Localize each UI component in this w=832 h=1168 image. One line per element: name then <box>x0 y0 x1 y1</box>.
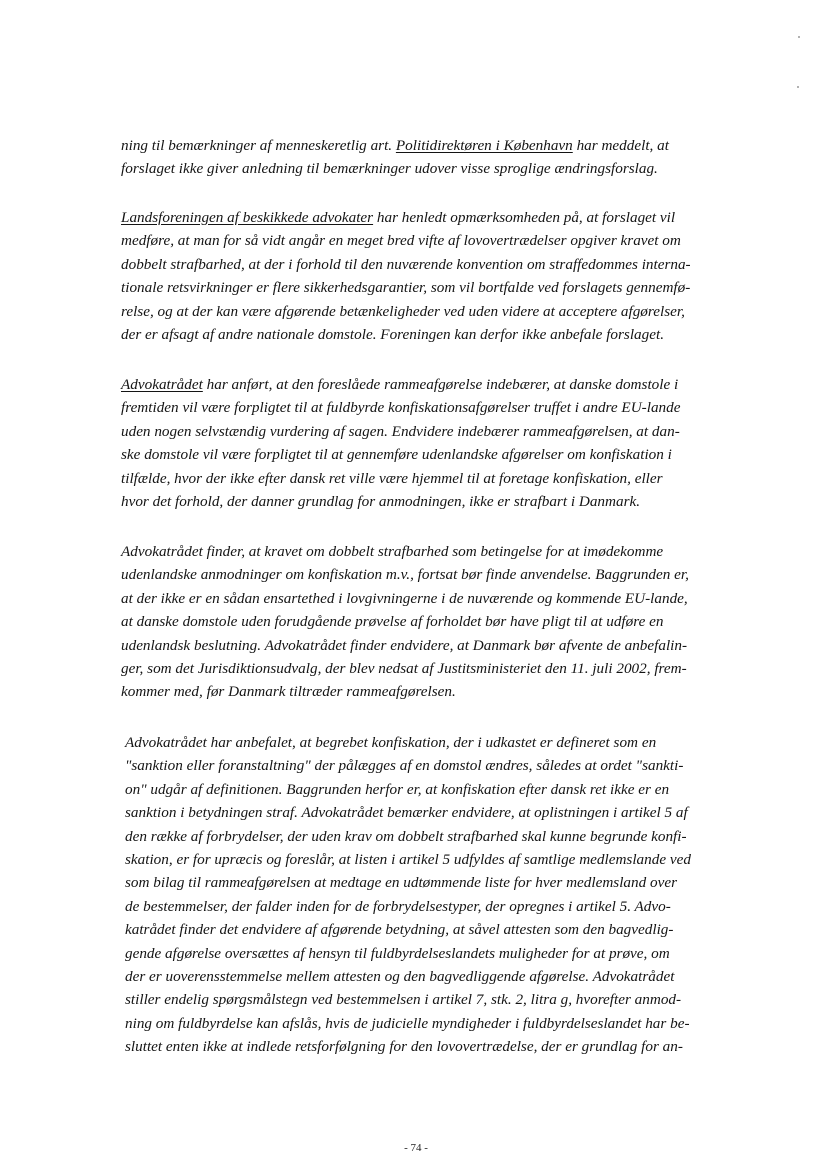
text-line <box>121 157 761 180</box>
text-run: katrådet finder det endvidere af afgørende betydning, at såvel attesten som den bagvedlig- <box>125 921 674 939</box>
paragraph-5 <box>125 731 765 1058</box>
text-run: forslaget ikke giver anledning til bemærkninger udover visse sproglige ændringsforslag. <box>121 160 658 178</box>
text-run: at der ikke er en sådan ensartethed i lovgivningerne i de nuværende og kommende EU-lande, <box>121 589 688 607</box>
text-run: gende afgørelse oversættes af hensyn til fuldbyrdelseslandets muligheder for at prøve, om <box>125 944 670 962</box>
text-run: ger, som det Jurisdiktionsudvalg, der blev nedsat af Justitsministeriet den 11. juli 2002, frem- <box>121 659 687 677</box>
paragraph-2 <box>121 206 761 346</box>
text-run: udenlandsk beslutning. Advokatrådet finder endvidere, at Danmark bør afvente de anbefalin- <box>121 636 688 654</box>
text-run: Advokatrådet finder, at kravet om dobbelt strafbarhed som betingelse for at imødekomme <box>121 543 664 560</box>
text-run: som bilag til rammeafgørelsen at medtage en udtømmende liste for hver medlemsland over <box>125 874 677 892</box>
text-run: fremtiden vil være forpligtet til at fuldbyrde konfiskationsafgørelser truffet i andre EU-lande <box>121 399 681 417</box>
text-line <box>121 276 761 299</box>
text-run: hvor det forhold, der danner grundlag for anmodningen, ikke er strafbart i Danmark. <box>121 492 641 510</box>
text-line <box>121 540 761 563</box>
text-line <box>125 825 765 848</box>
text-line <box>125 871 765 894</box>
text-run: uden nogen selvstændig vurdering af sagen. Endvidere indebærer rammeafgørelsen, at dan- <box>121 422 680 440</box>
text-run: dobbelt strafbarhed, at der i forhold til den nuværende konvention om straffedommes interna- <box>121 255 691 273</box>
text-line <box>125 731 765 754</box>
text-run: skation, er for upræcis og foreslår, at listen i artikel 5 udfyldes af samtlige medlemslande ved <box>125 850 691 868</box>
text-line <box>121 443 761 466</box>
text-run: udenlandske anmodninger om konfiskation m.v., fortsat bør finde anvendelse. Baggrunden er, <box>121 566 689 584</box>
text-line <box>121 396 761 419</box>
text-run: har henledt opmærksomheden på, at forslaget vil <box>373 209 676 226</box>
text-line <box>121 323 761 346</box>
text-run: sanktion i betydningen straf. Advokatrådet bemærker endvidere, at oplistningen i artikel 5 af <box>125 804 688 822</box>
paragraph-3 <box>121 373 761 513</box>
text-run: Advokatrådet har anbefalet, at begrebet konfiskation, der i udkastet er defineret som en <box>125 734 657 751</box>
text-run: de bestemmelser, der falder inden for de forbrydelsestyper, der opregnes i artikel 5. Advo- <box>125 897 671 915</box>
text-run: der er uoverensstemmelse mellem attesten og den bagvedliggende afgørelse. Advokatrådet <box>125 967 675 985</box>
text-run: ske domstole vil være forpligtet til at gennemføre udenlandske afgørelser om konfiskation i <box>121 446 672 464</box>
text-line <box>125 801 765 824</box>
text-run: ning til bemærkninger af menneskeretlig art. <box>121 137 396 154</box>
text-run: at danske domstole uden forudgående prøvelse af forholdet bør have pligt til at udføre en <box>121 613 664 631</box>
underlined-entity: Landsforeningen af beskikkede advokater <box>121 209 374 226</box>
text-run: tionale retsvirkninger er flere sikkerhedsgarantier, som vil bortfalde ved forslagets gennemfø- <box>121 279 691 297</box>
scan-speck <box>798 36 800 38</box>
text-line <box>125 895 765 918</box>
text-line <box>125 848 765 871</box>
text-line <box>121 420 761 443</box>
text-line <box>125 965 765 988</box>
text-line <box>121 229 761 252</box>
text-line <box>125 1035 765 1058</box>
text-line <box>121 373 761 396</box>
text-line <box>125 942 765 965</box>
underlined-entity: Advokatrådet <box>121 376 203 393</box>
text-line <box>121 587 761 610</box>
text-run: stiller endelig spørgsmålstegn ved bestemmelsen i artikel 7, stk. 2, litra g, hvorefter anmod- <box>125 991 682 1009</box>
text-line <box>121 253 761 276</box>
text-line <box>121 634 761 657</box>
text-line <box>121 563 761 586</box>
text-run: tilfælde, hvor der ikke efter dansk ret ville være hjemmel til at foretage konfiskation, eller <box>121 469 663 487</box>
text-line <box>121 300 761 323</box>
text-line <box>125 988 765 1011</box>
scan-speck <box>797 86 799 88</box>
text-run: relse, og at der kan være afgørende betænkeligheder ved uden videre at acceptere afgørelser, <box>121 302 685 320</box>
text-line <box>125 778 765 801</box>
text-line <box>125 1012 765 1035</box>
text-run: ning om fuldbyrdelse kan afslås, hvis de judicielle myndigheder i fuldbyrdelseslandet har be- <box>125 1014 690 1032</box>
underlined-entity: Politidirektøren i København <box>395 137 573 154</box>
text-run: on" udgår af definitionen. Baggrunden herfor er, at konfiskation efter dansk ret ikke er en <box>125 780 670 798</box>
text-line <box>121 134 761 157</box>
text-run: har anført, at den foreslåede rammeafgørelse indebærer, at danske domstole i <box>202 376 679 393</box>
text-run: der er afsagt af andre nationale domstole. Foreningen kan derfor ikke anbefale forslaget. <box>121 325 665 343</box>
text-line <box>121 610 761 633</box>
text-run: kommer med, før Danmark tiltræder rammeafgørelsen. <box>121 683 456 701</box>
text-run: den række af forbrydelser, der uden krav om dobbelt strafbarhed skal kunne begrunde konfi- <box>125 827 687 845</box>
page-number: - 74 - <box>404 1142 428 1154</box>
text-run: "sanktion eller foranstaltning" der pålægges af en domstol ændres, således at ordet "sankti- <box>125 757 684 775</box>
paragraph-1 <box>121 134 761 181</box>
text-line <box>121 657 761 680</box>
paragraph-4 <box>121 540 761 704</box>
text-run: har meddelt, at <box>572 137 669 154</box>
text-line <box>121 467 761 490</box>
text-line <box>125 918 765 941</box>
text-line <box>125 754 765 777</box>
text-line <box>121 206 761 229</box>
text-run: sluttet enten ikke at indlede retsforfølgning for den lovovertrædelse, der er grundlag for an- <box>125 1038 683 1056</box>
text-run: medføre, at man for så vidt angår en meget bred vifte af lovovertrædelser opgiver kravet om <box>121 232 681 250</box>
text-line <box>121 490 761 513</box>
text-line <box>121 680 761 703</box>
